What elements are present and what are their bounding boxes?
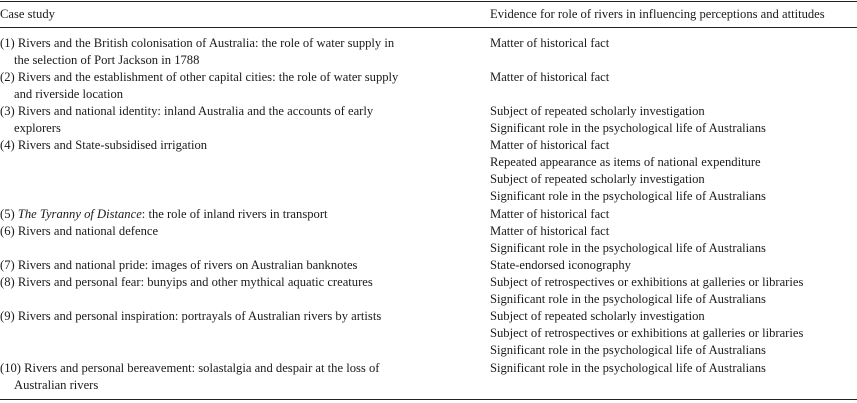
case-study-cell	[0, 137, 460, 154]
case-line: (8) Rivers and personal fear: bunyips and other mythical aquatic creatures	[0, 275, 373, 289]
evidence-line: Subject of repeated scholarly investigation	[490, 309, 705, 323]
evidence-line: Significant role in the psychological life of Australians	[490, 241, 766, 255]
case-line: (10) Rivers and personal bereavement: solastalgia and despair at the loss of	[0, 361, 380, 375]
case-line	[0, 206, 460, 223]
evidence-line: Repeated appearance as items of national expenditure	[490, 155, 761, 169]
case-line: (6) Rivers and national defence	[0, 224, 159, 238]
evidence-line: Significant role in the psychological life of Australians	[490, 189, 766, 203]
evidence-line: State-endorsed iconography	[490, 258, 631, 272]
evidence-line: Significant role in the psychological life of Australians	[490, 343, 766, 357]
evidence-line: Significant role in the psychological life of Australians	[490, 361, 766, 375]
evidence-cell	[490, 206, 857, 223]
evidence-line: Significant role in the psychological life of Australians	[490, 292, 766, 306]
evidence-line: Matter of historical fact	[490, 36, 610, 50]
case-line: Australian rivers	[14, 378, 99, 392]
book-title: The Tyranny of Distance	[17, 207, 142, 221]
case-description: : the role of inland rivers in transport	[141, 207, 328, 221]
table-bottom-rule	[0, 399, 857, 400]
case-line: (2) Rivers and the establishment of other capital cities: the role of water supply	[0, 70, 399, 84]
case-study-cell	[0, 274, 460, 291]
case-study-cell	[0, 360, 460, 394]
case-study-cell	[0, 308, 460, 325]
case-study-cell	[0, 223, 460, 240]
case-line: (1) Rivers and the British colonisation of Australia: the role of water supply in	[0, 36, 395, 50]
evidence-line: Subject of retrospectives or exhibitions at galleries or libraries	[490, 275, 804, 289]
evidence-line: Subject of repeated scholarly investigation	[490, 172, 705, 186]
evidence-line: Matter of historical fact	[490, 70, 610, 84]
case-study-cell	[0, 103, 460, 137]
evidence-line: Matter of historical fact	[490, 224, 610, 238]
case-study-cell	[0, 206, 460, 223]
column-header-case-study: Case study	[0, 7, 55, 21]
case-study-cell	[0, 69, 460, 103]
case-line: explorers	[14, 121, 61, 135]
case-study-cell	[0, 257, 460, 274]
evidence-cell	[490, 274, 857, 308]
evidence-line: Subject of repeated scholarly investigation	[490, 104, 705, 118]
case-line: (9) Rivers and personal inspiration: portrayals of Australian rivers by artists	[0, 309, 382, 323]
evidence-cell	[490, 360, 857, 377]
evidence-cell	[490, 257, 857, 274]
evidence-cell	[490, 69, 857, 86]
case-line: (7) Rivers and national pride: images of rivers on Australian banknotes	[0, 258, 358, 272]
table-top-rule	[0, 1, 857, 2]
case-line: (4) Rivers and State-subsidised irrigation	[0, 138, 208, 152]
evidence-line: Matter of historical fact	[490, 207, 610, 221]
evidence-cell	[490, 35, 857, 52]
evidence-line: Significant role in the psychological life of Australians	[490, 121, 766, 135]
column-header-evidence: Evidence for role of rivers in influencing perceptions and attitudes	[490, 7, 825, 21]
evidence-cell	[490, 103, 857, 137]
case-line: the selection of Port Jackson in 1788	[14, 53, 200, 67]
case-line: and riverside location	[14, 87, 124, 101]
evidence-cell	[490, 308, 857, 359]
evidence-cell	[490, 137, 857, 205]
evidence-line: Matter of historical fact	[490, 138, 610, 152]
evidence-line: Subject of retrospectives or exhibitions at galleries or libraries	[490, 326, 804, 340]
case-study-cell	[0, 35, 460, 69]
evidence-cell	[490, 223, 857, 257]
case-number: (5)	[0, 207, 18, 221]
case-line: (3) Rivers and national identity: inland Australia and the accounts of early	[0, 104, 374, 118]
table-header-rule	[0, 27, 857, 28]
